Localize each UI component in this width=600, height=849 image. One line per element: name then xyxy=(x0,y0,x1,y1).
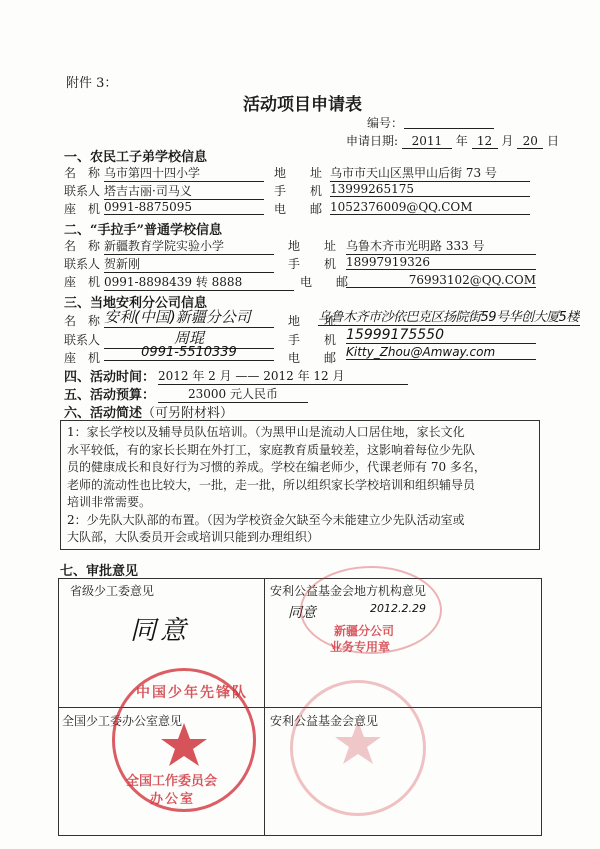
s1-phone-label: 座 机 xyxy=(64,202,101,216)
s1-mobile-label: 手 机 xyxy=(274,184,323,198)
year-unit: 年 xyxy=(455,134,468,148)
activity-description-box[interactable] xyxy=(60,420,540,550)
s3-email-label: 电 邮 xyxy=(288,351,337,365)
desc-line: 大队部，大队委员开会或培训只能到办理组织） xyxy=(67,530,320,544)
s3-contact-label: 联系人 xyxy=(64,333,101,347)
s3-name-label: 名 称 xyxy=(64,314,101,328)
s1-email-value[interactable]: 1052376009@QQ.COM xyxy=(330,200,530,215)
s3-addr-value[interactable]: 乌鲁木齐市沙依巴克区扬院街59号华创大厦5楼 xyxy=(318,306,580,326)
pioneers-stamp-arc: 中国少年先锋队 xyxy=(136,685,248,701)
section3-heading: 三、当地安利分公司信息 xyxy=(64,296,208,311)
s2-addr-value[interactable]: 乌鲁木齐市光明路 333 号 xyxy=(346,237,536,255)
s1-addr-label: 地 址 xyxy=(274,166,323,180)
page-title: 活动项目申请表 xyxy=(243,95,362,115)
section2-heading: 二、“手拉手”普通学校信息 xyxy=(64,223,222,238)
s3-addr-label: 地 址 xyxy=(288,314,337,328)
local-foundation-title: 安利公益基金会地方机构意见 xyxy=(270,584,427,598)
apply-date-label: 申请日期: xyxy=(346,134,399,148)
s3-name-value[interactable]: 安利(中国)新疆分公司 xyxy=(104,306,274,328)
month-unit: 月 xyxy=(501,134,514,148)
s1-name-label: 名 称 xyxy=(64,166,101,180)
serial-field[interactable] xyxy=(404,128,494,129)
section7-heading: 七、审批意见 xyxy=(60,564,139,579)
s1-contact-value[interactable]: 塔吉古丽·司马义 xyxy=(104,182,264,200)
serial-label: 编号： xyxy=(367,116,404,130)
s1-email-label: 电 邮 xyxy=(274,202,323,216)
s3-contact-value[interactable]: 周琨 xyxy=(104,327,274,349)
s1-name-value[interactable]: 乌市第四十四小学 xyxy=(104,164,264,182)
s3-email-value[interactable]: Kitty_Zhou@Amway.com xyxy=(346,345,536,360)
desc-line: 水平较低，有的家长长期在外打工，家庭教育质量较差，这影响着每位少先队 xyxy=(67,442,476,457)
apply-year[interactable]: 2011 xyxy=(402,134,452,149)
s2-phone-label: 座 机 xyxy=(64,275,101,289)
branch-stamp-line2: 业务专用章 xyxy=(330,640,391,654)
s1-addr-value[interactable]: 乌市市天山区黑甲山后街 73 号 xyxy=(330,164,530,182)
local-signature: 同意 xyxy=(288,605,316,621)
section4-label: 四、活动时间： xyxy=(64,370,156,385)
pioneers-stamp-line1: 全国工作委员会 xyxy=(126,774,218,789)
section6-heading: 六、活动简述 xyxy=(64,406,143,421)
s3-mobile-label: 手 机 xyxy=(288,333,337,347)
provincial-committee-title: 省级少工委意见 xyxy=(70,584,155,598)
day-unit: 日 xyxy=(547,134,560,148)
desc-line: 1：家长学校以及辅导员队伍培训。（为黑甲山是流动人口居住地，家长文化 xyxy=(67,425,465,439)
s2-email-value[interactable]: 76993102@QQ.COM xyxy=(346,273,536,288)
national-office-title: 全国少工委办公室意见 xyxy=(62,714,183,728)
branch-stamp-line1: 新疆分公司 xyxy=(334,624,395,638)
section1-heading: 一、农民工子弟学校信息 xyxy=(64,150,208,165)
desc-line: 培训非常需要。 xyxy=(67,495,152,509)
s2-email-label: 电 邮 xyxy=(300,275,349,289)
faint-star-icon xyxy=(333,719,383,767)
s2-name-label: 名 称 xyxy=(64,239,101,253)
foundation-stamp-icon xyxy=(290,680,426,816)
activity-budget[interactable]: 23000 元人民币 xyxy=(158,385,308,403)
desc-line: 员的健康成长和良好行为习惯的养成。学校在编老师少，代课老师有 70 多名， xyxy=(67,460,486,474)
desc-line: 2：少先队大队部的布置。（因为学校资金欠缺至今未能建立少先队活动室或 xyxy=(67,512,465,527)
s3-phone-label: 座 机 xyxy=(64,351,101,365)
s2-name-value[interactable]: 新疆教育学院实验小学 xyxy=(104,237,274,255)
section6-heading-row xyxy=(64,402,233,421)
star-icon xyxy=(159,721,209,769)
s2-contact-value[interactable]: 贺新刚 xyxy=(104,255,274,273)
s2-mobile-label: 手 机 xyxy=(288,257,337,271)
section6-note: （可另附材料） xyxy=(142,406,234,421)
apply-date-row xyxy=(346,132,559,149)
foundation-title: 安利公益基金会意见 xyxy=(270,714,379,728)
s2-addr-label: 地 址 xyxy=(288,239,337,253)
s2-contact-label: 联系人 xyxy=(64,257,101,271)
s3-mobile-value[interactable]: 15999175550 xyxy=(346,327,536,344)
section5-label: 五、活动预算： xyxy=(64,388,156,403)
s3-phone-value[interactable]: 0991-5510339 xyxy=(104,345,274,361)
apply-month[interactable]: 12 xyxy=(472,134,498,149)
activity-period[interactable]: 2012 年 2 月 —— 2012 年 12 月 xyxy=(158,367,408,385)
pioneers-stamp-line2: 办公室 xyxy=(150,792,196,807)
apply-day[interactable]: 20 xyxy=(517,134,543,149)
provincial-signature: 同意 xyxy=(130,616,191,646)
local-sign-date: 2012.2.29 xyxy=(370,602,426,615)
s1-phone-value[interactable]: 0991-8875095 xyxy=(104,200,264,215)
s2-phone-value[interactable]: 0991-8898439 转 8888 xyxy=(104,273,294,291)
s1-mobile-value[interactable]: 13999265175 xyxy=(330,182,530,197)
attachment-label: 附件 3： xyxy=(66,76,118,91)
desc-line: 老师的流动性也比较大，一批，走一批，所以组织家长学校培训和组织辅导员 xyxy=(67,477,476,492)
s2-mobile-value[interactable]: 18997919326 xyxy=(346,255,536,270)
s1-contact-label: 联系人 xyxy=(64,184,101,198)
